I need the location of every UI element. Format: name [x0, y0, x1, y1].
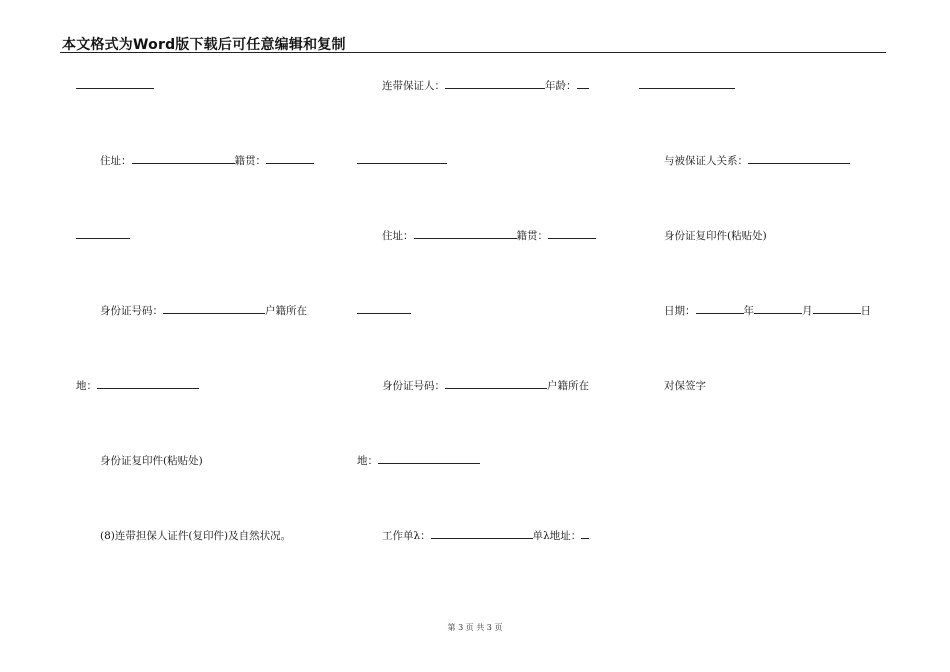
household-label: 户籍所在 [265, 305, 307, 317]
blank-line [357, 304, 411, 318]
page-footer: 第 3 页 共 3 页 [447, 623, 503, 632]
day-label: 日 [860, 305, 871, 317]
address-blank [414, 229, 517, 239]
work-unit-address-blank [581, 529, 589, 539]
land-label: 地： [76, 380, 97, 392]
land-label: 地： [357, 455, 378, 467]
blank-line [639, 79, 735, 93]
month-blank [754, 304, 802, 314]
id-copy-label: 身份证复印件(粘贴处) [664, 230, 767, 242]
month-label: 月 [802, 305, 813, 317]
header-rule [60, 52, 886, 53]
address-blank [132, 154, 235, 164]
relation-label: 与被保证人关系： [664, 155, 748, 167]
document-header-title: 本文格式为Word版下载后可任意编辑和复制 [62, 37, 346, 53]
id-number-blank [445, 379, 547, 389]
work-unit-field [382, 529, 589, 543]
blank-line [357, 154, 447, 168]
age-blank [577, 79, 589, 89]
land-field [76, 379, 199, 393]
work-unit-address-label: 单λ地址： [532, 530, 582, 542]
land-blank [97, 379, 199, 389]
blank-line [76, 229, 130, 243]
address-native-field-2 [382, 229, 596, 243]
year-label: 年 [743, 305, 754, 317]
id-number-blank [163, 304, 265, 314]
native-place-label: 籍贯： [234, 155, 266, 167]
id-number-field [100, 304, 307, 318]
land-blank [378, 454, 480, 464]
confirm-sign-label: 对保签字 [664, 380, 706, 392]
id-number-label: 身份证号码： [100, 305, 163, 317]
address-label: 住址： [100, 155, 132, 167]
guarantor-age-field [382, 79, 589, 93]
guarantor-label: 连带保证人： [382, 80, 445, 92]
work-unit-label: 工作单λ： [382, 530, 431, 542]
item8-heading: (8)连带担保人证件(复印件)及自然状况。 [100, 530, 292, 542]
date-field [664, 304, 871, 318]
address-label: 住址： [382, 230, 414, 242]
relation-field [664, 154, 850, 168]
household-label: 户籍所在 [547, 380, 589, 392]
native-place-blank [548, 229, 596, 239]
day-blank [813, 304, 861, 314]
address-native-field [100, 154, 314, 168]
relation-blank [748, 154, 850, 164]
id-copy-label: 身份证复印件(粘贴处) [100, 455, 203, 467]
land-field-2 [357, 454, 480, 468]
year-blank [696, 304, 744, 314]
date-label: 日期： [664, 305, 696, 317]
native-place-label: 籍贯： [516, 230, 548, 242]
id-number-label: 身份证号码： [382, 380, 445, 392]
native-place-blank [266, 154, 314, 164]
id-number-field-2 [382, 379, 589, 393]
guarantor-blank [445, 79, 545, 89]
age-label: 年龄： [545, 80, 577, 92]
work-unit-blank [431, 529, 533, 539]
blank-line [76, 79, 154, 93]
